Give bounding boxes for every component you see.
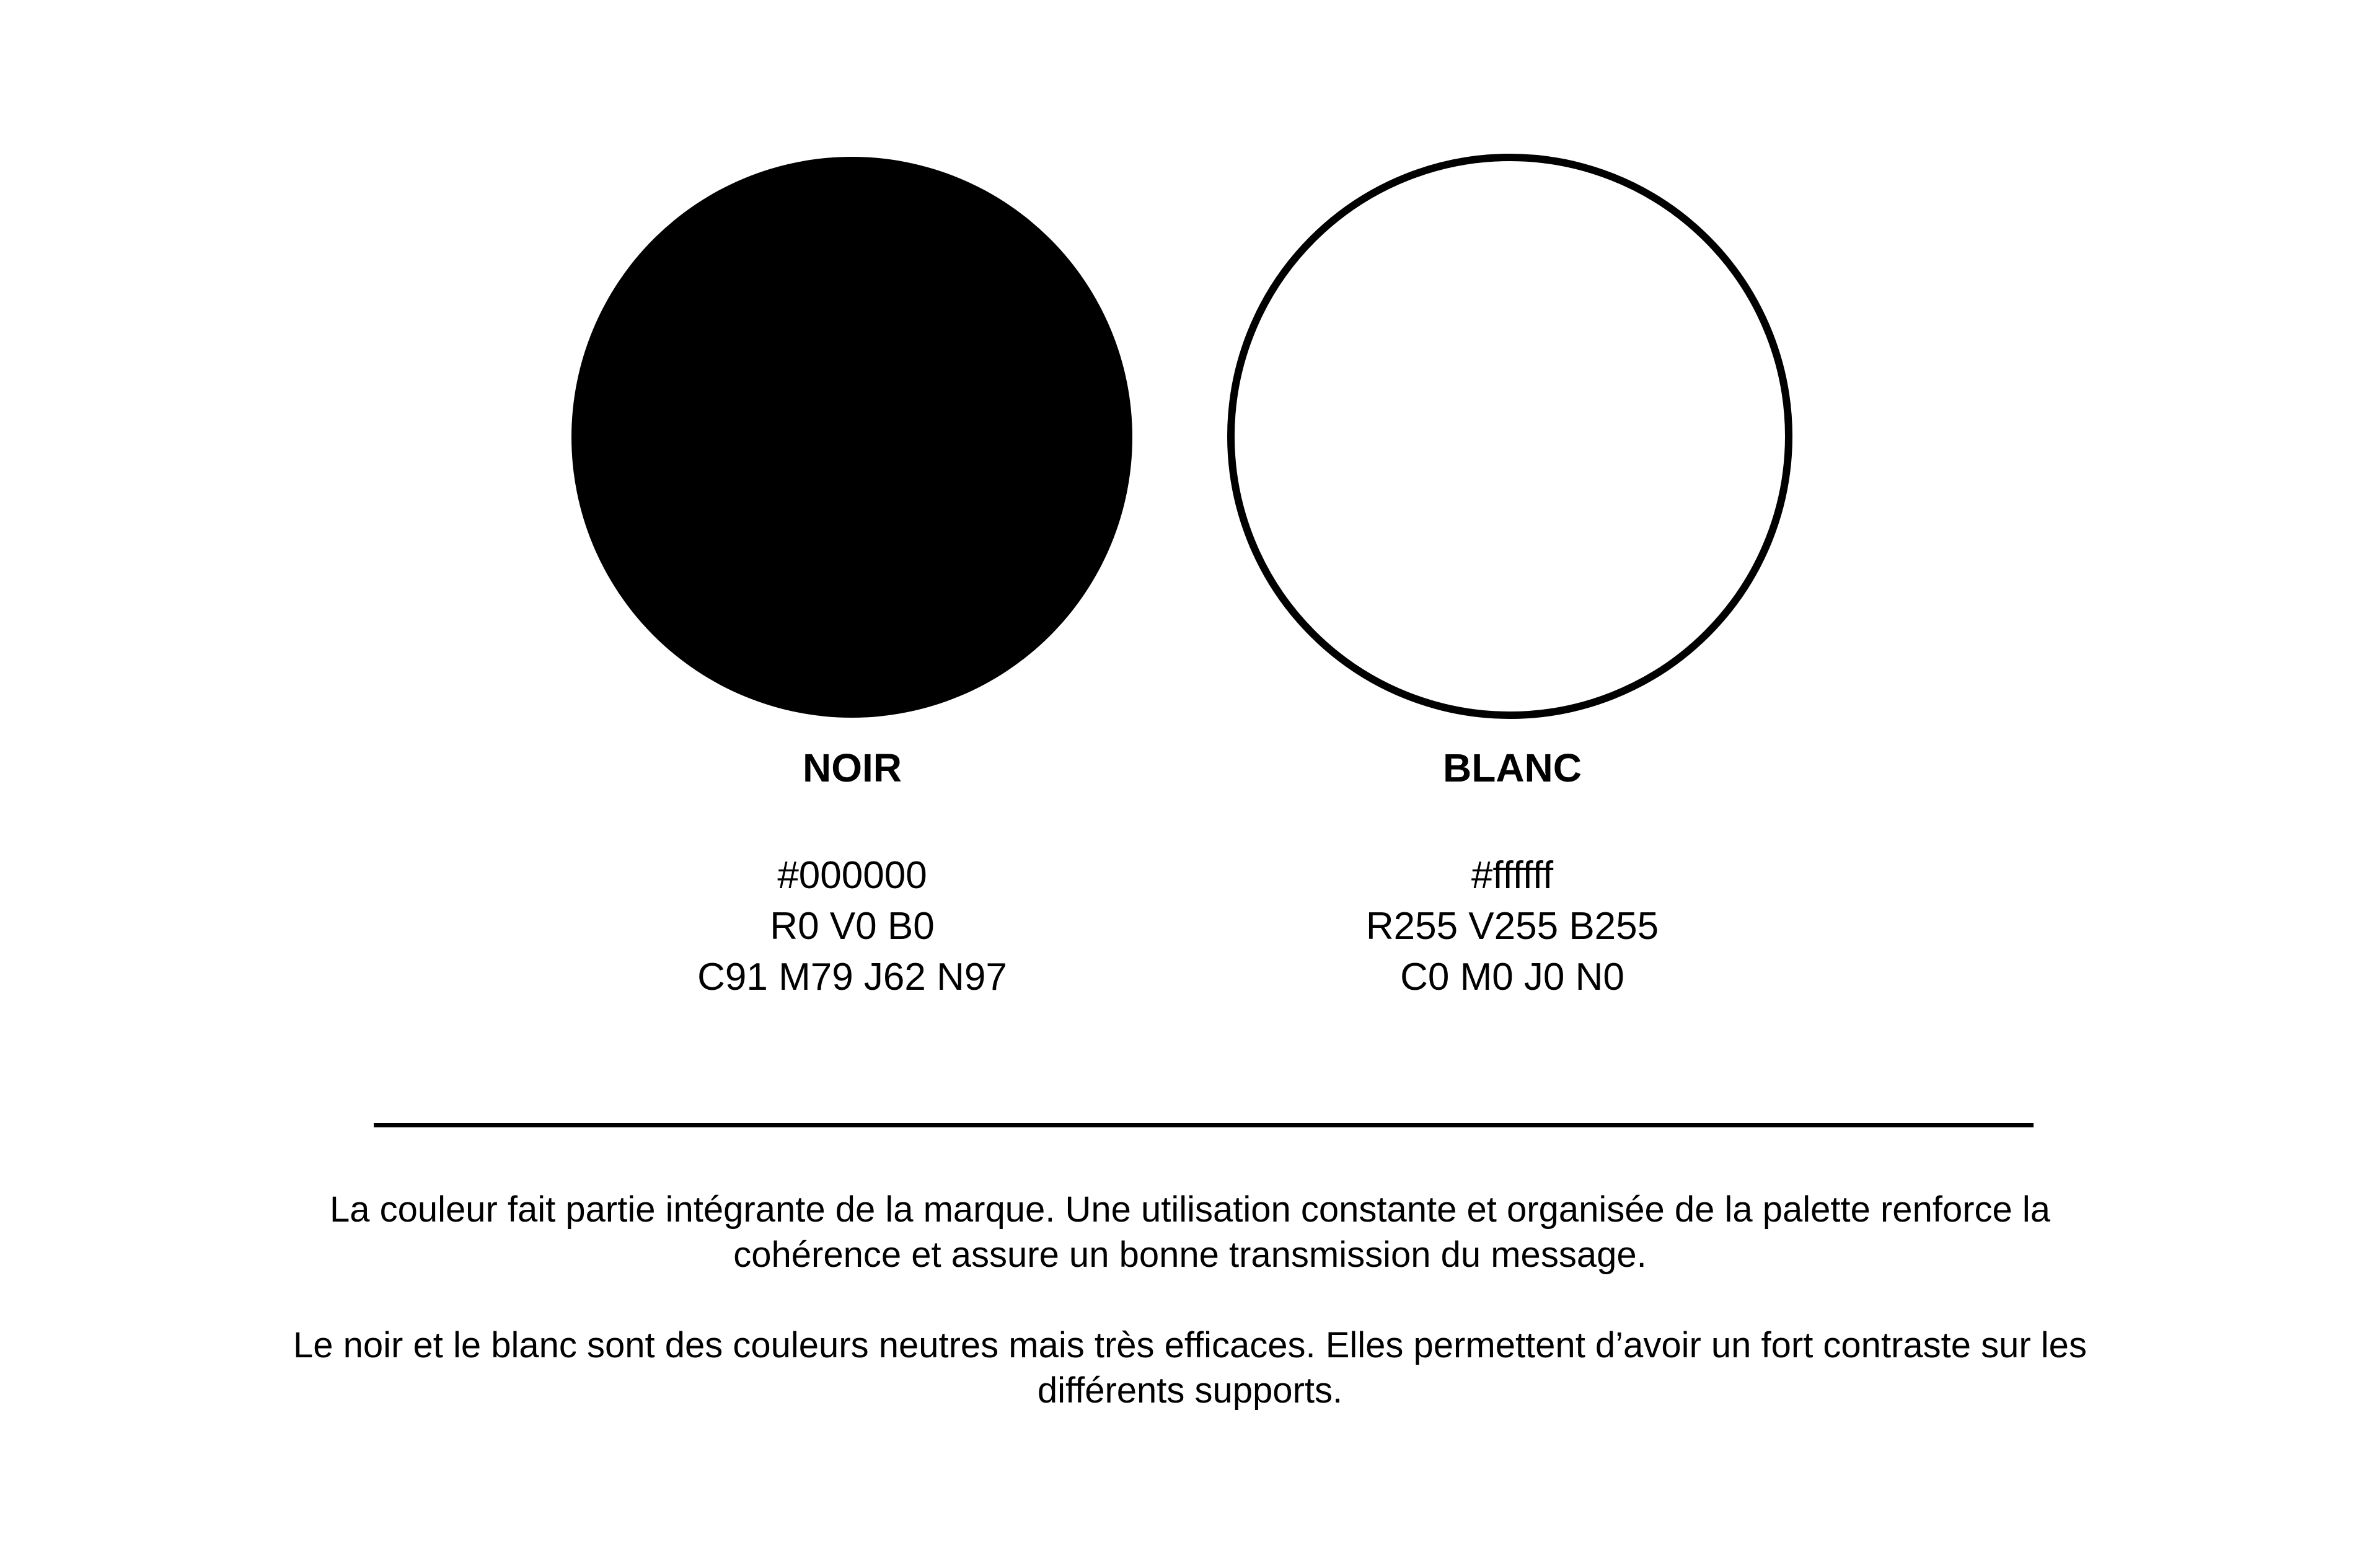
black-color-circle [571, 157, 1132, 718]
horizontal-divider [374, 1123, 2034, 1127]
swatch-noir [549, 0, 1168, 1054]
color-codes-blanc [1202, 850, 1822, 1003]
swatch-blanc [1202, 0, 1822, 1054]
rvb-code: R255 V255 B255 [1365, 905, 1659, 948]
description-paragraph: La couleur fait partie intégrante de la marque. Une utilisation constante et organisée de la palette renforce la cohérence et assure un bonne transmission du message. [329, 1189, 2051, 1275]
swatch-name-blanc: BLANC [1443, 746, 1582, 790]
description-paragraph: Le noir et le blanc sont des couleurs neutres mais très efficaces. Elles permettent d’avoir un fort contraste sur les différents supports. [293, 1325, 2087, 1411]
swatch-name-noir: NOIR [803, 746, 902, 790]
cmjn-code: C91 M79 J62 N97 [697, 956, 1007, 998]
rvb-code: R0 V0 B0 [770, 905, 935, 948]
color-codes-noir [549, 850, 1156, 1003]
white-color-circle [1227, 154, 1792, 719]
hex-code: #000000 [777, 854, 927, 897]
cmjn-code: C0 M0 J0 N0 [1400, 956, 1624, 998]
hex-code: #ffffff [1471, 854, 1554, 897]
palette-description [186, 1187, 2194, 1458]
